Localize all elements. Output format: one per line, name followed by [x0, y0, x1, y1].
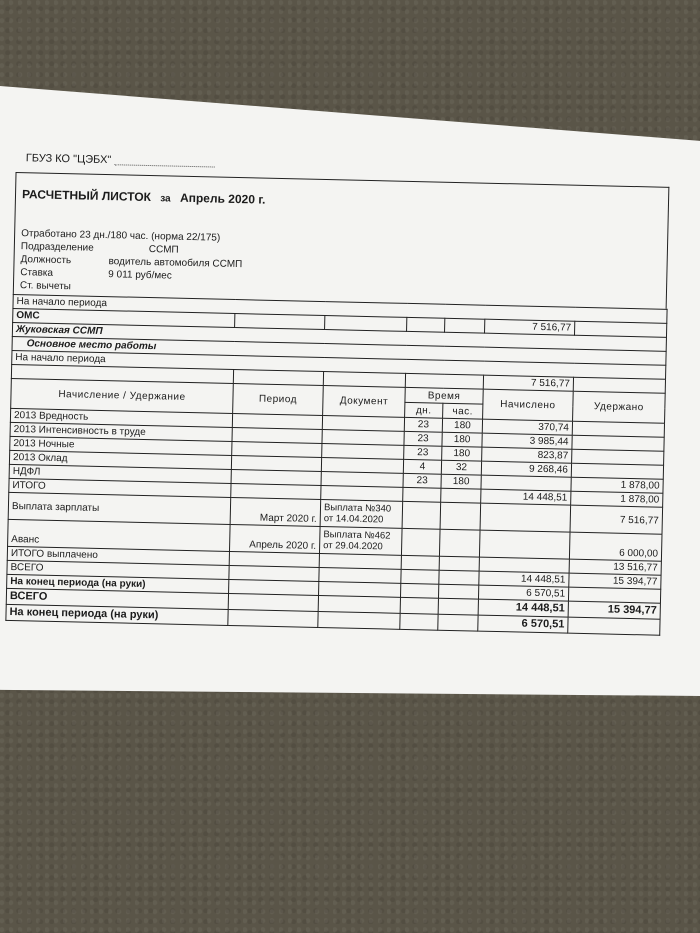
- payment-name: Аванс: [8, 519, 231, 551]
- row-withheld: 1 878,00: [571, 477, 663, 493]
- payment-accrued: [480, 503, 571, 532]
- row-accrued: 3 985,44: [482, 433, 572, 449]
- vsego-total-accrued: 14 448,51: [478, 599, 568, 617]
- row-days: 23: [403, 473, 441, 488]
- rate-label: Ставка: [20, 267, 54, 279]
- payment-doc-date: от 29.04.2020: [323, 540, 383, 553]
- payslip-title: [22, 187, 662, 216]
- row-hours: 32: [441, 460, 481, 475]
- row-accrued: 9 268,46: [481, 461, 571, 477]
- payment-doc-number: Выплата №462: [323, 529, 391, 542]
- start-period-value: 7 516,77: [483, 375, 573, 391]
- row-accrued: 823,87: [482, 447, 572, 463]
- division-value: ССМП: [148, 244, 179, 256]
- payment-days: [401, 528, 440, 556]
- redacted-text: [114, 155, 214, 167]
- payslip-table: [5, 294, 667, 636]
- title-text: РАСЧЕТНЫЙ ЛИСТОК: [21, 187, 152, 205]
- workplace-name: Основное место работы: [12, 336, 666, 365]
- position-value: водитель автомобиля ССМП: [108, 256, 243, 271]
- payment-withheld: 7 516,77: [570, 505, 663, 534]
- payment-period: Апрель 2020 г.: [229, 524, 320, 553]
- row-hours: 180: [442, 418, 482, 433]
- start-period-label: На начало периода: [13, 294, 667, 323]
- start-period-label-2: На начало периода: [12, 350, 666, 379]
- deductions-label: Ст. вычеты: [19, 280, 72, 293]
- payment-doc-number: Выплата №340: [323, 502, 392, 515]
- payment-days: [402, 501, 441, 529]
- end-period-total-label: На конец периода (на руки): [6, 604, 228, 625]
- row-days: 23: [404, 431, 442, 446]
- row-name: 2013 Вредность: [10, 408, 232, 427]
- itogo-withheld: 1 878,00: [571, 491, 663, 507]
- col-document-header: Документ: [323, 386, 406, 418]
- payslip-frame: [13, 172, 670, 309]
- itogo-paid-label: ИТОГО выплачено: [7, 546, 229, 565]
- payment-hours: [439, 529, 480, 557]
- oms-value: 7 516,77: [485, 319, 575, 335]
- col-days-header: дн.: [405, 402, 443, 418]
- payment-document: [320, 500, 403, 529]
- row-name: 2013 Оклад: [9, 450, 231, 469]
- payment-document: [319, 526, 402, 555]
- branch-name: Жуковская ССМП: [12, 322, 666, 351]
- payment-doc-date: от 14.04.2020: [323, 513, 384, 526]
- end-period-label: На конец периода (на руки): [7, 574, 229, 593]
- vsego-total-withheld: 15 394,77: [568, 601, 660, 619]
- vsego-withheld: 15 394,77: [569, 573, 661, 589]
- row-hours: 180: [442, 432, 482, 447]
- row-name: 2013 Интенсивность в труде: [10, 422, 232, 441]
- organization-text: ГБУЗ КО "ЦЭБХ": [25, 152, 112, 167]
- employee-info: [20, 227, 661, 307]
- worked-line: Отработано 23 дн./180 час. (норма 22/175): [21, 228, 221, 244]
- col-name-header: Начисление / Удержание: [11, 378, 234, 413]
- payslip: [5, 152, 669, 636]
- payment-accrued: [479, 530, 570, 559]
- row-accrued: 370,74: [482, 419, 572, 435]
- col-accrued-header: Начислено: [483, 389, 574, 421]
- itogo-label: ИТОГО: [9, 478, 231, 497]
- itogo-paid-withheld: 13 516,77: [569, 559, 661, 575]
- row-days: 23: [404, 417, 442, 432]
- col-period-header: Период: [233, 383, 324, 415]
- payment-period: Март 2020 г.: [230, 497, 321, 526]
- payment-hours: [440, 502, 481, 530]
- itogo-accrued: 14 448,51: [481, 489, 571, 505]
- row-name: НДФЛ: [9, 464, 231, 483]
- payslip-header: [14, 173, 669, 309]
- vsego-total-label: ВСЕГО: [6, 588, 228, 609]
- position-label: Должность: [20, 254, 72, 267]
- payment-withheld: 6 000,00: [569, 532, 662, 561]
- col-time-header: Время: [405, 387, 483, 404]
- row-hours: 180: [442, 446, 482, 461]
- end-period-total-accrued: 6 570,51: [478, 615, 568, 633]
- title-period: Апрель 2020 г.: [179, 190, 266, 207]
- row-hours: 180: [441, 474, 481, 489]
- end-period-accrued: 6 570,51: [478, 585, 568, 601]
- row-days: 4: [403, 459, 441, 474]
- col-withheld-header: Удержано: [573, 391, 666, 423]
- oms-label: ОМС: [13, 308, 235, 327]
- row-name: 2013 Ночные: [10, 436, 232, 455]
- title-za: за: [160, 193, 171, 205]
- vsego-accrued: 14 448,51: [479, 571, 569, 587]
- vsego-label: ВСЕГО: [7, 560, 229, 579]
- payment-name: Выплата зарплаты: [8, 492, 231, 524]
- division-label: Подразделение: [20, 241, 94, 254]
- rate-value: 9 011 руб/мес: [108, 269, 172, 282]
- col-hours-header: час.: [443, 403, 483, 419]
- row-days: 23: [404, 445, 442, 460]
